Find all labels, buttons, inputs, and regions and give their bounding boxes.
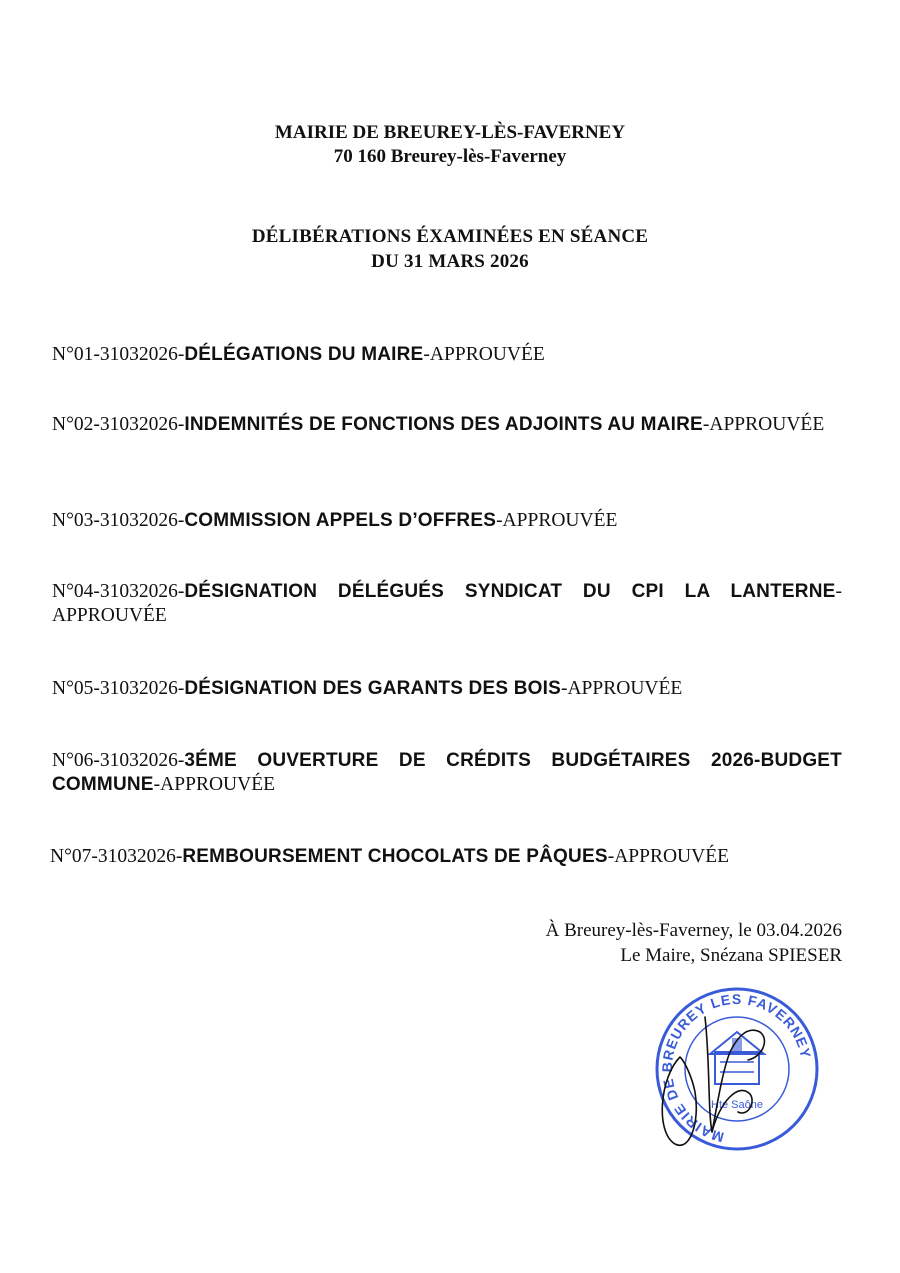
mairie-address: 70 160 Breurey-lès-Faverney [333, 146, 567, 167]
item-status: -APPROUVÉE [607, 846, 730, 867]
deliberation-item-2 [52, 413, 842, 437]
item-number: N°01-31032026- [52, 344, 185, 365]
deliberation-item-7 [50, 845, 840, 869]
item-subject: REMBOURSEMENT CHOCOLATS DE PÂQUES [182, 846, 608, 867]
svg-text:MAIRIE DE BREUREY LES FAVERNEY [659, 991, 814, 1146]
document-title [0, 224, 900, 274]
item-number: N°02-31032026- [52, 414, 185, 435]
item-number: N°05-31032026- [52, 678, 185, 699]
item-status: -APPROUVÉE [702, 414, 825, 435]
item-subject: DÉSIGNATION DÉLÉGUÉS SYNDICAT DU CPI LA LANTERNE [184, 581, 836, 602]
letterhead [0, 121, 900, 169]
item-status: -APPROUVÉE [423, 344, 545, 365]
signature-block [546, 918, 842, 968]
item-status: -APPROUVÉE [52, 581, 842, 626]
item-number: N°06-31032026- [52, 750, 185, 771]
deliberation-item-5 [52, 677, 842, 701]
item-subject: COMMISSION APPELS D’OFFRES [184, 510, 497, 531]
stamp-seal-icon [657, 989, 817, 1149]
item-number: N°07-31032026- [50, 846, 183, 867]
item-status: -APPROUVÉE [153, 774, 276, 795]
title-line-2: DU 31 MARS 2026 [371, 251, 529, 272]
item-status: -APPROUVÉE [560, 678, 683, 699]
item-subject: INDEMNITÉS DE FONCTIONS DES ADJOINTS AU MAIRE [184, 414, 703, 435]
stamp-text: MAIRIE DE BREUREY LES FAVERNEY [658, 990, 815, 1146]
item-subject: 3ÉME OUVERTURE DE CRÉDITS BUDGÉTAIRES 2026-BUDGET COMMUNE [52, 750, 842, 795]
item-number: N°03-31032026- [52, 510, 185, 531]
mairie-name: MAIRIE DE BREUREY-LÈS-FAVERNEY [274, 122, 626, 143]
mairie-stamp [650, 982, 825, 1157]
place-date: À Breurey-lès-Faverney, le 03.04.2026 [545, 920, 842, 941]
stamp-region: Hte Saône [711, 1099, 763, 1111]
title-line-1: DÉLIBÉRATIONS ÉXAMINÉES EN SÉANCE [251, 226, 649, 247]
item-subject: DÉSIGNATION DES GARANTS DES BOIS [184, 678, 561, 699]
deliberation-item-1 [52, 343, 842, 367]
deliberation-item-3 [52, 509, 842, 533]
deliberation-item-6 [52, 749, 842, 797]
signatory: Le Maire, Snézana SPIESER [620, 945, 842, 966]
item-subject: DÉLÉGATIONS DU MAIRE [184, 344, 424, 365]
item-number: N°04-31032026- [52, 581, 185, 602]
item-status: -APPROUVÉE [496, 510, 618, 531]
deliberation-item-4 [52, 580, 842, 628]
